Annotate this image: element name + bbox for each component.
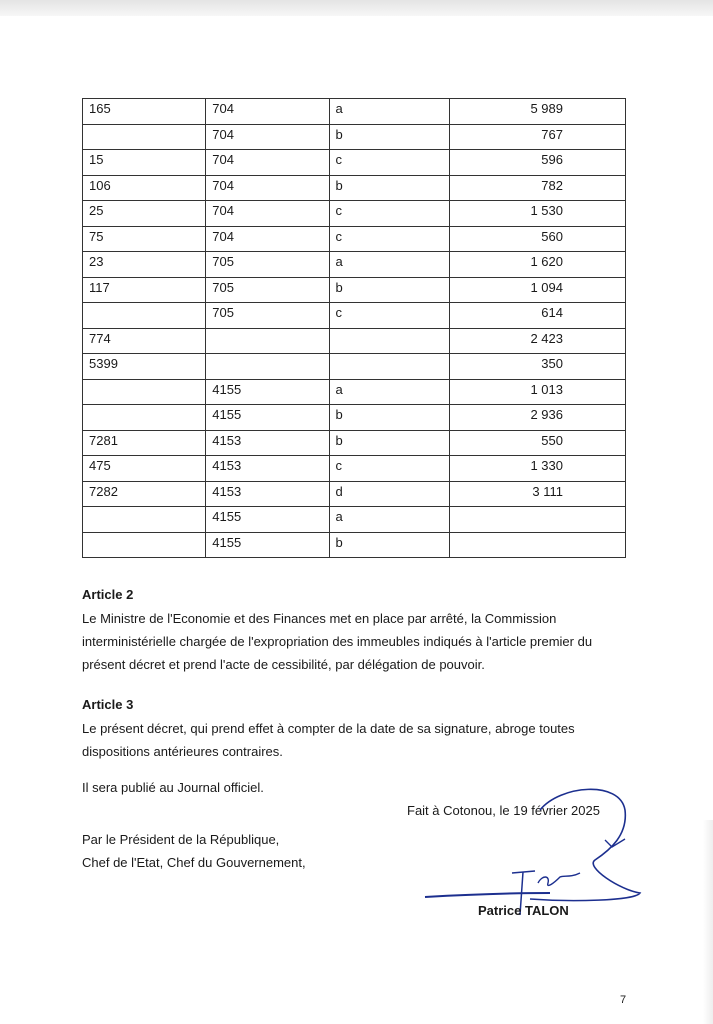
table-cell-area: 596 <box>450 150 626 176</box>
signing-place-date: Fait à Cotonou, le 19 février 2025 <box>407 803 600 818</box>
table-cell-sublot: a <box>329 252 450 278</box>
table-cell-area: 1 094 <box>450 277 626 303</box>
table-cell-lot: 705 <box>206 277 329 303</box>
table-cell-sublot: b <box>329 532 450 558</box>
table-cell-parcel <box>83 532 206 558</box>
table-cell-parcel: 75 <box>83 226 206 252</box>
table-cell-sublot: c <box>329 226 450 252</box>
table-cell-area: 550 <box>450 430 626 456</box>
table-cell-sublot: c <box>329 150 450 176</box>
table-cell-sublot: c <box>329 201 450 227</box>
parcels-table <box>82 98 626 558</box>
table-cell-parcel: 117 <box>83 277 206 303</box>
table-cell-area: 5 989 <box>450 99 626 125</box>
table-cell-sublot: b <box>329 175 450 201</box>
article-2-body: Le Ministre de l'Economie et des Finances met en place par arrêté, la Commission interministérielle chargée de l'expropriation des immeubles indiqués à l'article premier du présent décret et prend l'acte de cessibilité, par délégation de pouvoir. <box>82 611 593 672</box>
article-3-heading: Article 3 <box>82 697 134 712</box>
table-cell-sublot: b <box>329 430 450 456</box>
table-cell-parcel: 7282 <box>83 481 206 507</box>
table-row <box>83 507 626 533</box>
table-cell-area: 1 013 <box>450 379 626 405</box>
scan-edge-shadow <box>703 820 713 1024</box>
table-cell-parcel <box>83 379 206 405</box>
article-2-heading: Article 2 <box>82 587 134 602</box>
table-cell-lot: 704 <box>206 150 329 176</box>
publication-line: Il sera publié au Journal officiel. <box>82 780 264 795</box>
table-cell-lot <box>206 354 329 380</box>
table-cell-parcel: 165 <box>83 99 206 125</box>
table-cell-lot <box>206 328 329 354</box>
table-cell-area: 560 <box>450 226 626 252</box>
signatory-line-2: Chef de l'Etat, Chef du Gouvernement, <box>82 855 306 870</box>
signatory-line-1: Par le Président de la République, <box>82 832 280 847</box>
table-row <box>83 277 626 303</box>
table-cell-parcel: 23 <box>83 252 206 278</box>
table-cell-area <box>450 532 626 558</box>
table-cell-sublot: c <box>329 303 450 329</box>
table-cell-parcel: 475 <box>83 456 206 482</box>
table-cell-parcel <box>83 303 206 329</box>
table-cell-lot: 704 <box>206 226 329 252</box>
table-cell-parcel <box>83 405 206 431</box>
table-cell-parcel: 5399 <box>83 354 206 380</box>
table-cell-sublot: a <box>329 507 450 533</box>
table-cell-lot: 4155 <box>206 379 329 405</box>
table-cell-sublot: c <box>329 456 450 482</box>
table-cell-sublot: b <box>329 124 450 150</box>
table-cell-sublot: b <box>329 405 450 431</box>
table-cell-lot: 704 <box>206 99 329 125</box>
table-row <box>83 252 626 278</box>
table-row <box>83 124 626 150</box>
table-cell-area: 614 <box>450 303 626 329</box>
signatory-name: Patrice TALON <box>478 903 569 918</box>
table-cell-area: 1 530 <box>450 201 626 227</box>
table-row <box>83 226 626 252</box>
table-cell-lot: 4155 <box>206 405 329 431</box>
table-cell-lot: 705 <box>206 303 329 329</box>
table-cell-area: 1 620 <box>450 252 626 278</box>
table-cell-lot: 4153 <box>206 456 329 482</box>
table-row <box>83 99 626 125</box>
table-cell-lot: 4155 <box>206 532 329 558</box>
table-cell-parcel <box>83 507 206 533</box>
table-cell-sublot <box>329 354 450 380</box>
table-row <box>83 405 626 431</box>
table-row <box>83 379 626 405</box>
table-cell-parcel: 15 <box>83 150 206 176</box>
table-cell-area: 1 330 <box>450 456 626 482</box>
table-cell-lot: 705 <box>206 252 329 278</box>
table-cell-area: 3 111 <box>450 481 626 507</box>
table-cell-parcel: 106 <box>83 175 206 201</box>
table-row <box>83 481 626 507</box>
table-cell-lot: 704 <box>206 124 329 150</box>
table-cell-area <box>450 507 626 533</box>
table-cell-sublot <box>329 328 450 354</box>
table-cell-lot: 704 <box>206 175 329 201</box>
table-row <box>83 328 626 354</box>
table-cell-area: 2 936 <box>450 405 626 431</box>
signatory-block <box>82 828 306 874</box>
scan-top-shadow <box>0 0 713 16</box>
page-number: 7 <box>620 994 627 1006</box>
table-row <box>83 201 626 227</box>
table-row <box>83 430 626 456</box>
table-row <box>83 354 626 380</box>
table-cell-parcel: 25 <box>83 201 206 227</box>
table-cell-lot: 4153 <box>206 430 329 456</box>
table-row <box>83 303 626 329</box>
table-row <box>83 175 626 201</box>
table-cell-area: 2 423 <box>450 328 626 354</box>
table-cell-parcel: 774 <box>83 328 206 354</box>
table-cell-area: 782 <box>450 175 626 201</box>
article-3-body: Le présent décret, qui prend effet à compter de la date de sa signature, abroge toutes dispositions antérieures contraires. <box>82 721 575 759</box>
table-cell-sublot: a <box>329 99 450 125</box>
table-row <box>83 456 626 482</box>
table-cell-sublot: a <box>329 379 450 405</box>
table-cell-lot: 704 <box>206 201 329 227</box>
table-row <box>83 532 626 558</box>
table-cell-sublot: d <box>329 481 450 507</box>
table-cell-lot: 4155 <box>206 507 329 533</box>
table-cell-lot: 4153 <box>206 481 329 507</box>
table-cell-parcel <box>83 124 206 150</box>
table-row <box>83 150 626 176</box>
table-cell-sublot: b <box>329 277 450 303</box>
table-cell-area: 767 <box>450 124 626 150</box>
table-cell-parcel: 7281 <box>83 430 206 456</box>
table-cell-area: 350 <box>450 354 626 380</box>
